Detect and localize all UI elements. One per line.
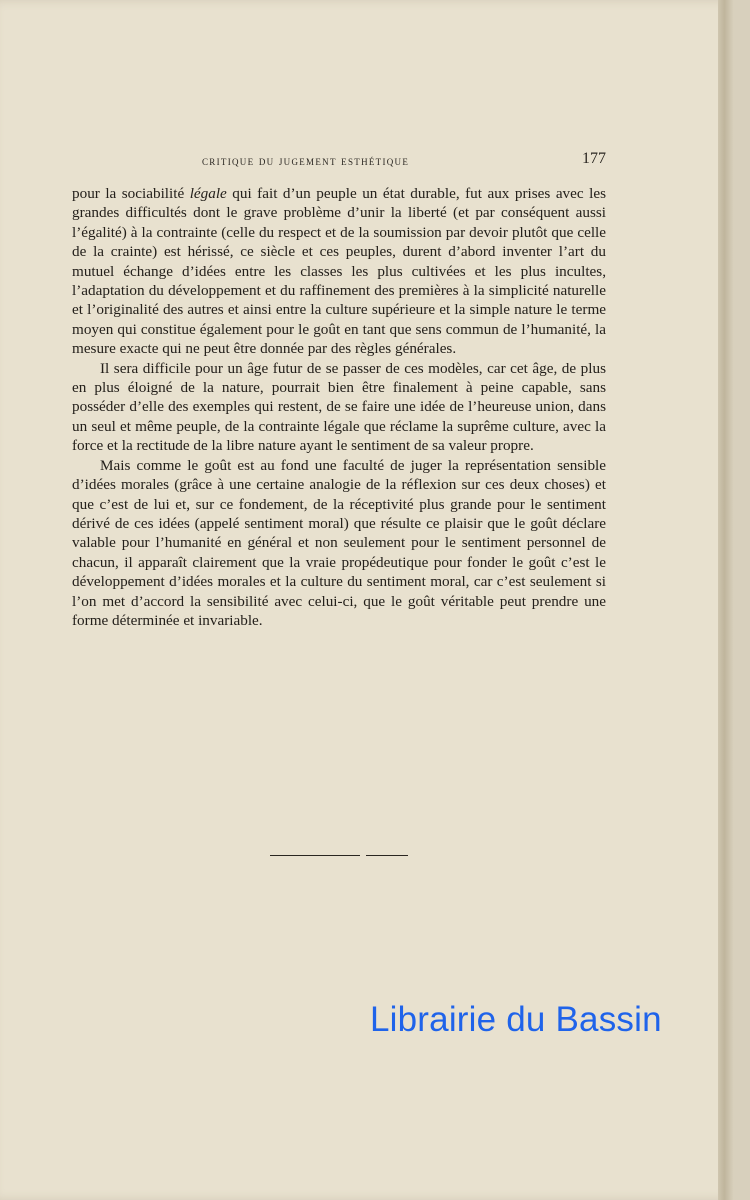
end-rule [270, 855, 408, 857]
page-number: 177 [582, 150, 606, 167]
end-rule-long [270, 855, 360, 856]
paragraph-1 [72, 184, 606, 359]
italic-word: légale [189, 185, 227, 202]
body-text [72, 184, 606, 630]
watermark-text: Librairie du Bassin [370, 1000, 662, 1039]
page-edge [718, 0, 734, 1200]
running-head [72, 150, 606, 174]
paragraph-2: Il sera difficile pour un âge futur de se passer de ces modèles, car cet âge, de plus en plus éloigné de la nature, pourrait bien être finalement à peine capable, sans posséder d’elle des exemples qui restent, de se faire une idée de l’heureuse union, dans un seul et même peuple, de la contrainte légale que réclame la suprême culture, avec la force et la rectitude de la libre nature ayant le sentiment de sa valeur propre. [72, 359, 606, 455]
paragraph-1-before: pour la sociabilité [72, 185, 190, 202]
paragraph-3: Mais comme le goût est au fond une faculté de juger la représentation sensible d’idées morales (grâce à une certaine analogie de la réflexion sur ces deux choses) et que c’est de lui et, sur ce fondement, de la réceptivité plus grande pour le sentiment dérivé de ces idées (appelé sentiment moral) que résulte ce plaisir que le goût déclare valable pour l’humanité en général et non seulement pour le sentiment personnel de chacun, il apparaît clairement que la vraie propédeutique pour fonder le goût c’est le développement d’idées morales et la culture du sentiment moral, car c’est seulement si l’on met d’accord la sensibilité avec celui-ci, que le goût véritable peut prendre une forme déterminée et invariable. [72, 456, 606, 629]
end-rule-short [366, 855, 408, 856]
running-title: critique du jugement esthétique [202, 154, 410, 168]
paragraph-1-after: qui fait d’un peuple un état durable, fut aux prises avec les grandes difficultés dont le grave problème d’unir la liberté (et par conséquent aussi l’égalité) à la contrainte (celle du respect et de la soumission par devoir plutôt que celle de la crainte) est hérissé, ce siècle et ces peuples, durent d’abord inventer l’art du mutuel échange d’idées entre les classes les plus cultivées et les plus incultes, l’adaptation du développement et du raffinement des premières à la simplicité naturelle et l’originalité des autres et ainsi entre la culture supérieure et la simple nature le terme moyen qui constitue également pour le goût en tant que sens commun de l’humanité, la mesure exacte qui ne peut être donnée par des règles générales. [72, 185, 606, 358]
